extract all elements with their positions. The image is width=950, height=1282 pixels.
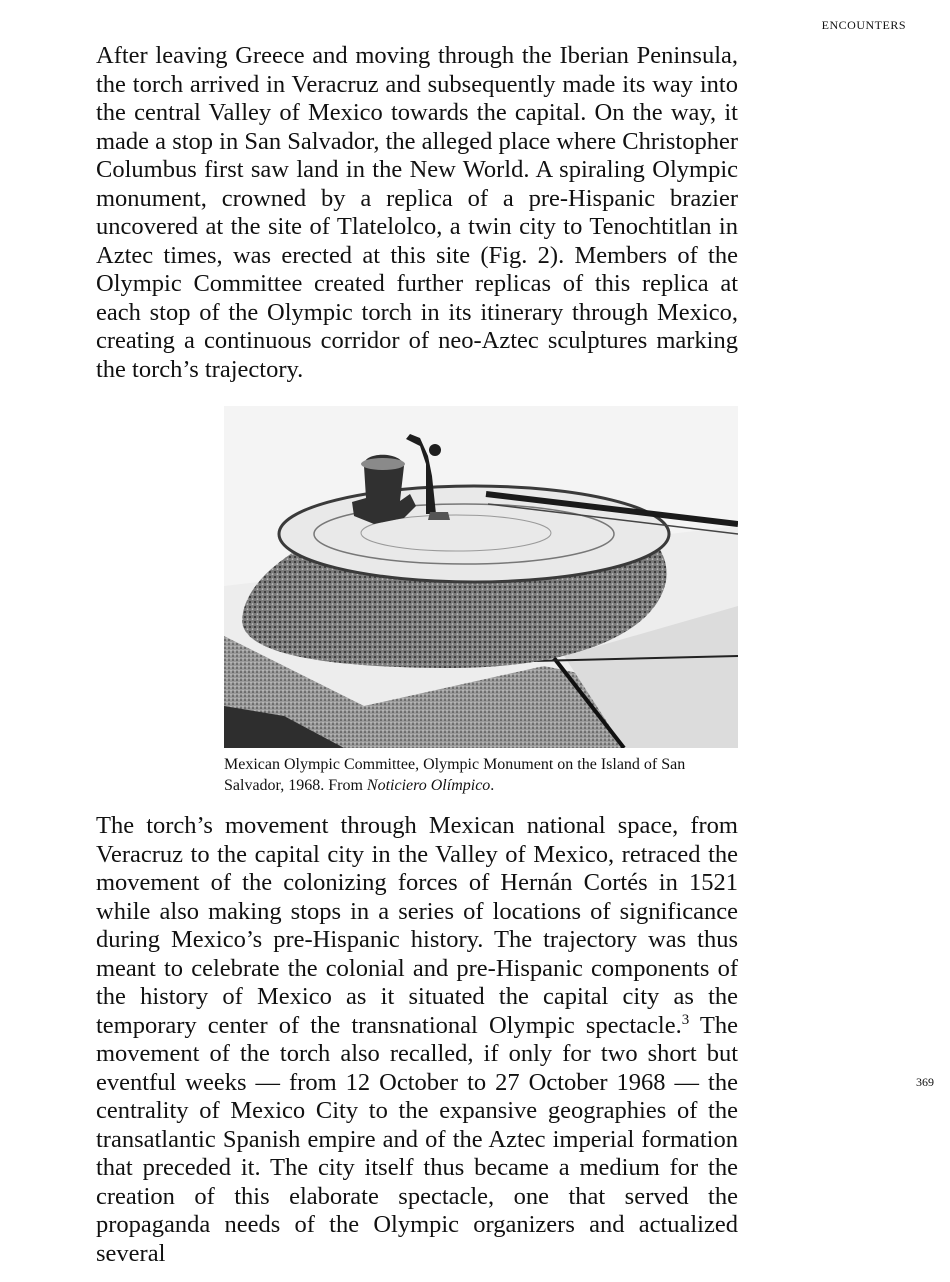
running-head: ENCOUNTERS <box>821 18 906 32</box>
paragraph-2-part-a: The torch’s movement through Mexican national space, from Veracruz to the capital city in the Valley of Mexico, retraced the movement of the colonizing forces of Hernán Cortés in 1521 while also making stops in a series of locations of significance during Mexico’s pre-Hispanic history. The trajectory was thus meant to celebrate the colonial and pre-Hispanic components of the history of Mexico as it situated the capital city as the temporary center of the transnational Olympic spectacle. <box>96 812 738 1039</box>
figure-caption <box>224 754 724 796</box>
paragraph-2-part-b: The movement of the torch also recalled, if only for two short but eventful weeks — from 12 October to 27 October 1968 — the centrality of Mexico City to the expansive geographies of the transatlantic Spanish empire and of the Aztec imperial formation that preceded it. The city itself thus became a medium for the creation of this elaborate spectacle, one that served the propaganda needs of the Olympic organizers and actualized several <box>96 1011 738 1267</box>
monument-photo <box>224 406 738 748</box>
figure-2 <box>224 406 738 796</box>
footnote-ref-3[interactable]: 3 <box>681 1011 690 1028</box>
caption-text: Mexican Olympic Committee, Olympic Monument on the Island of San Salvador, 1968. From <box>224 756 686 794</box>
caption-end: . <box>490 777 495 794</box>
caption-source: Noticiero Olímpico <box>366 777 491 794</box>
body-paragraph-2 <box>96 812 738 1268</box>
body-paragraph-1: After leaving Greece and moving through the Iberian Peninsula, the torch arrived in Veracruz and subsequently made its way into the central Valley of Mexico towards the capital. On the way, it made a stop in San Salvador, the alleged place where Christopher Columbus first saw land in the New World. A spiraling Olympic monument, crowned by a replica of a pre-Hispanic brazier uncovered at the site of Tlatelolco, a twin city to Tenochtitlan in Aztec times, was erected at this site (Fig. 2). Members of the Olympic Committee created further replicas of this replica at each stop of the Olympic torch in its itinerary through Mexico, creating a continuous corridor of neo-Aztec sculptures marking the torch’s trajectory. <box>96 42 738 383</box>
page-number: 369 <box>916 1075 934 1089</box>
